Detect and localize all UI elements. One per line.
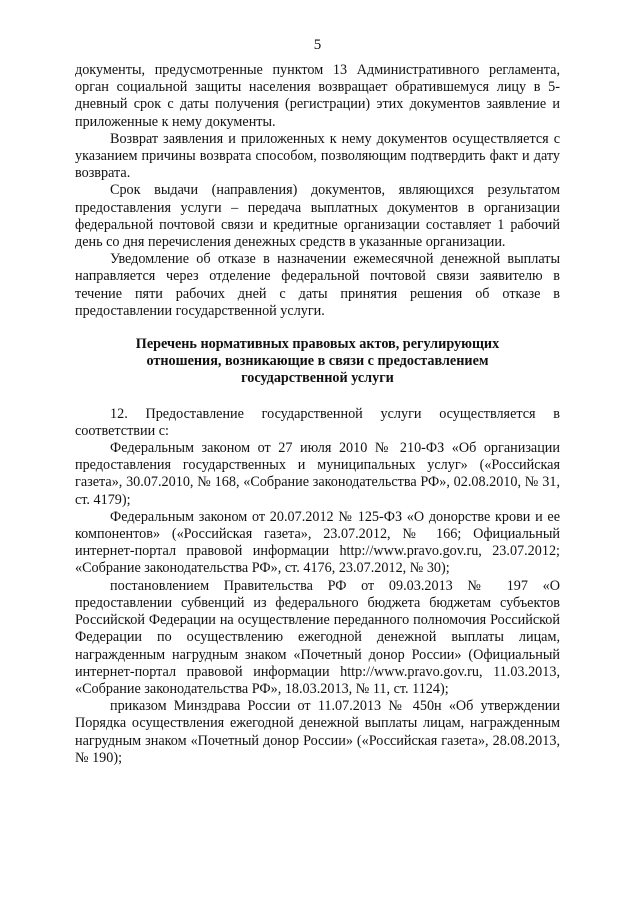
paragraph-return-documents: документы, предусмотренные пунктом 13 Административного регламента, орган социальной защиты населения возвращает обратившемуся лицу в 5-дневный срок с даты получения (регистрации) этих документов заявление и приложенные к нему документы. <box>75 62 560 130</box>
section-heading-line: Перечень нормативных правовых актов, регулирующих <box>135 336 500 353</box>
paragraph-return-reason: Возврат заявления и приложенных к нему документов осуществляется с указанием причины возврата способом, позволяющим подтвердить факт и дату возврата. <box>75 130 560 182</box>
paragraph-clause-12: 12. Предоставление государственной услуги осуществляется в соответствии с: <box>75 405 560 439</box>
paragraph-law-210-fz: Федеральным законом от 27 июля 2010 № 210-ФЗ «Об организации предоставления государственных и муниципальных услуг» («Российская газета», 30.07.2010, № 168, «Собрание законодательства РФ», 02.08.2010, № 31, ст. 4179); <box>75 440 560 508</box>
section-heading-line: государственной услуги <box>241 370 394 387</box>
section-heading <box>75 336 560 388</box>
paragraph-refusal-notice: Уведомление об отказе в назначении ежемесячной денежной выплаты направляется через отделение федеральной почтовой связи заявителю в течение пяти рабочих дней с даты принятия решения об отказе в предоставлении государственной услуги. <box>75 251 560 319</box>
document-page <box>75 36 560 767</box>
paragraph-issue-term: Срок выдачи (направления) документов, являющихся результатом предоставления услуги – передача выплатных документов в организации федеральной почтовой связи и кредитные организации составляет 1 рабочий день со дня перечисления денежных средств в указанные организации. <box>75 182 560 251</box>
paragraph-order-450n: приказом Минздрава России от 11.07.2013 № 450н «Об утверждении Порядка осуществления ежегодной денежной выплаты лицам, награжденным нагрудным знаком «Почетный донор России» («Российская газета», 28.08.2013, № 190); <box>75 698 560 766</box>
section-heading-line: отношения, возникающие в связи с предоставлением <box>146 353 489 370</box>
spacer <box>75 388 560 406</box>
paragraph-resolution-197: постановлением Правительства РФ от 09.03.2013 № 197 «О предоставлении субвенций из федерального бюджета бюджетам субъектов Российской Федерации на осуществление переданного полномочия Российской Федерации по осуществлению ежегодной денежной выплаты лицам, награжденным нагрудным знаком «Почетный донор России» (Официальный интернет-портал правовой информации http://www.pravo.gov.ru, 11.03.2013, «Собрание законодательства РФ», 18.03.2013, № 11, ст. 1124); <box>75 577 560 697</box>
page-number: 5 <box>313 37 322 53</box>
paragraph-law-125-fz: Федеральным законом от 20.07.2012 № 125-ФЗ «О донорстве крови и ее компонентов» («Российская газета», 23.07.2012, № 166; Официальный интернет-портал правовой информации http://www.pravo.gov.ru, 23.07.2012; «Собрание законодательства РФ», ст. 4176, 23.07.2012, № 30); <box>75 508 560 577</box>
